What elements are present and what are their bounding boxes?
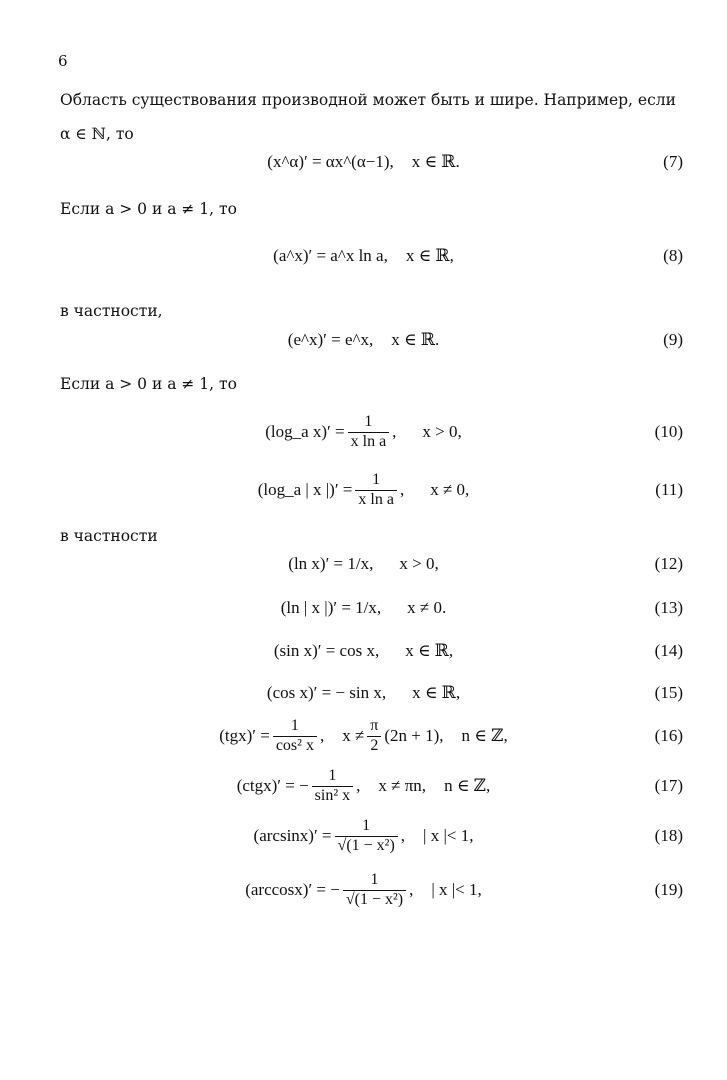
- equation-number: (10): [654, 422, 683, 441]
- equation-lhs: (e^x)′ = e^x: [287, 330, 369, 349]
- equation-7: (x^α)′ = αx^(α−1) , x ∈ ℝ. (7): [0, 134, 727, 190]
- equation-condition: x ∈ ℝ,: [412, 683, 461, 702]
- equation-lhs: (x^α)′ = αx^(α−1): [267, 152, 390, 171]
- fraction-denominator: √(1 − x²): [335, 836, 398, 855]
- equation-10: (log_a x)′ = $\frac{1}{\text{x ln a}}$ , x > 0, (10): [0, 404, 727, 460]
- fraction-numerator: π: [370, 717, 379, 735]
- equation-condition: | x |< 1,: [423, 826, 474, 845]
- equation-condition: x ∈ ℝ.: [391, 330, 440, 349]
- fraction: [348, 413, 390, 451]
- equation-16: (tgx)′ = $\frac{1}{\text{cos² x}}$ , x ≠ $\frac{\pi}{2}$ (2n + 1), n ∈ ℤ, (16): [0, 708, 727, 764]
- equation-number: (17): [654, 776, 683, 795]
- paragraph-line: Если a > 0 и a ≠ 1, то: [60, 375, 237, 393]
- paragraph-line: в частности,: [60, 302, 163, 320]
- fraction-denominator: √(1 − x²): [343, 890, 406, 909]
- fraction: [273, 717, 317, 755]
- equation-condition: | x |< 1,: [431, 880, 482, 899]
- equation-condition: x > 0,: [399, 554, 439, 573]
- equation-number: (15): [654, 683, 683, 702]
- equation-lhs: (ctgx)′ = −: [236, 776, 309, 795]
- paragraph-line: Если a > 0 и a ≠ 1, то: [60, 200, 237, 218]
- equation-condition-2: n ∈ ℤ,: [461, 726, 508, 745]
- equation-number: (12): [654, 554, 683, 573]
- equation-9: (e^x)′ = e^x , x ∈ ℝ. (9): [0, 312, 727, 368]
- equation-lhs: (log_a x)′ =: [265, 422, 345, 441]
- fraction-denominator: cos² x: [273, 736, 317, 755]
- equation-condition: x ≠ πn,: [378, 776, 427, 795]
- condition-fraction: [367, 717, 381, 755]
- equation-number: (19): [654, 880, 683, 899]
- equation-number: (18): [654, 826, 683, 845]
- equation-lhs: (log_a | x |)′ =: [257, 480, 353, 499]
- fraction-denominator: 2: [367, 736, 381, 755]
- equation-lhs: (a^x)′ = a^x ln a: [273, 246, 384, 265]
- equation-number: (13): [654, 598, 683, 617]
- fraction-denominator: sin² x: [312, 786, 353, 805]
- equation-number: (7): [663, 152, 683, 171]
- equation-number: (9): [663, 330, 683, 349]
- fraction-numerator: 1: [328, 767, 337, 785]
- equation-condition-2: n ∈ ℤ,: [444, 776, 491, 795]
- fraction: [312, 767, 353, 805]
- fraction: [355, 471, 397, 509]
- equation-11: (log_a | x |)′ = $\frac{1}{\text{x ln a}}$ , x ≠ 0, (11): [0, 462, 727, 518]
- equation-lhs: (arccosx)′ = −: [245, 880, 340, 899]
- equation-19: (arccosx)′ = − $\frac{1}{\text{√(1 − x²)}}$ , | x |< 1, (19): [0, 862, 727, 918]
- fraction-numerator: 1: [370, 871, 379, 889]
- equation-condition: x ≠ 0.: [407, 598, 447, 617]
- paragraph-line: Область существования производной может быть и шире. Например, если: [60, 91, 676, 109]
- equation-lhs: (arcsinx)′ =: [253, 826, 332, 845]
- fraction: [335, 817, 398, 855]
- equation-condition: x ≠: [342, 726, 365, 745]
- equation-condition: x ∈ ℝ,: [405, 246, 454, 265]
- fraction-numerator: 1: [362, 817, 371, 835]
- equation-lhs: (sin x)′ = cos x,: [273, 641, 380, 660]
- equation-number: (11): [655, 480, 683, 499]
- fraction-denominator: x ln a: [348, 432, 390, 451]
- equation-18: (arcsinx)′ = $\frac{1}{\text{√(1 − x²)}}$ , | x |< 1, (18): [0, 808, 727, 864]
- equation-condition: x ≠ 0,: [430, 480, 470, 499]
- equation-17: (ctgx)′ = − $\frac{1}{\text{sin² x}}$ , x ≠ πn, n ∈ ℤ, (17): [0, 758, 727, 814]
- fraction-denominator: x ln a: [355, 490, 397, 509]
- fraction-numerator: 1: [372, 471, 381, 489]
- equation-condition: x > 0,: [422, 422, 462, 441]
- equation-condition: x ∈ ℝ,: [405, 641, 454, 660]
- page-number: 6: [58, 52, 68, 70]
- equation-condition: (2n + 1),: [384, 726, 444, 745]
- equation-8: (a^x)′ = a^x ln a , x ∈ ℝ, (8): [0, 228, 727, 284]
- paragraph-line: α ∈ ℕ, то: [60, 125, 134, 143]
- equation-lhs: (tgx)′ =: [219, 726, 270, 745]
- equation-number: (8): [663, 246, 683, 265]
- fraction-numerator: 1: [364, 413, 373, 431]
- equation-condition: x ∈ ℝ.: [411, 152, 460, 171]
- equation-number: (14): [654, 641, 683, 660]
- equation-lhs: (ln | x |)′ = 1/x,: [280, 598, 382, 617]
- equation-number: (16): [654, 726, 683, 745]
- paragraph-line: в частности: [60, 527, 158, 545]
- equation-lhs: (cos x)′ = − sin x,: [266, 683, 387, 702]
- fraction: [343, 871, 406, 909]
- equation-lhs: (ln x)′ = 1/x,: [288, 554, 374, 573]
- fraction-numerator: 1: [290, 717, 299, 735]
